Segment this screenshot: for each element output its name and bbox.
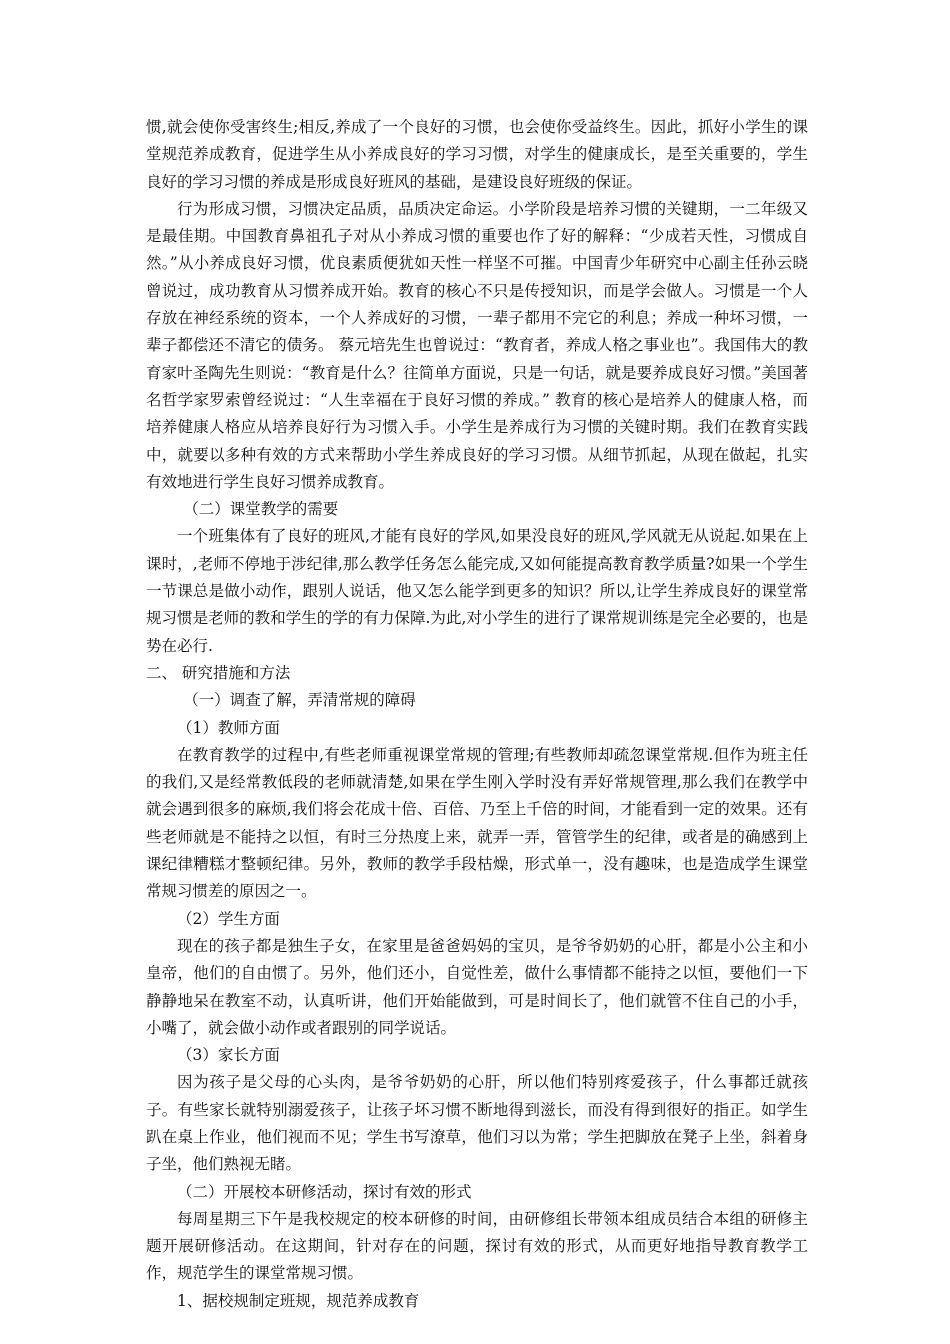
paragraph-parent-aspect: 因为孩子是父母的心头肉，是爷爷奶奶的心肝，所以他们特别疼爱孩子，什么事都迁就孩子。有些家长就特别溺爱孩子，让孩子坏习惯不断地得到滋长，而没有得到很好的指正。如学生趴在桌上作业，他们视而不见；学生书写潦草，他们习以为常；学生把脚放在凳子上坐，斜着身子坐，他们熟视无睹。 [146, 1073, 808, 1174]
subheading-teacher-aspect: （1）教师方面 [177, 718, 280, 737]
subheading-classroom-needs: （二）课堂教学的需要 [183, 500, 339, 519]
subheading-class-rules: 1、据校规制定班规，规范养成教育 [177, 1291, 420, 1310]
paragraph-habit-importance: 行为形成习惯，习惯决定品质，品质决定命运。小学阶段是培养习惯的关键期，一二年级又是最佳期。中国教育鼻祖孔子对从小养成习惯的重要也作了好的解释：“少成若天性，习惯成自然。”从小养成良好习惯，优良素质便犹如天性一样坚不可摧。中国青少年研究中心副主任孙云晓曾说过，成功教育从习惯养成开始。教育的核心不只是传授知识，而是学会做人。习惯是一个人存放在神经系统的资本，一个人养成好的习惯，一辈子都用不完它的利息；养成一种坏习惯，一辈子都偿还不清它的债务。 蔡元培先生也曾说过：“教育者，养成人格之事业也”。我国伟大的教育家叶圣陶先生则说：“教育是什么？往简单方面说，只是一句话，就是要养成良好习惯。”美国著名哲学家罗索曾经说过：“人生幸福在于良好习惯的养成。” 教育的核心是培养人的健康人格，而培养健康人格应从培养良好行为习惯入手。小学生是养成行为习惯的关键时期。我们在教育实践中，就要以多种有效的方式来帮助小学生养成良好的学习习惯。从细节抓起，从现在做起，扎实有效地进行学生良好习惯养成教育。 [146, 199, 808, 491]
paragraph-student-aspect: 现在的孩子都是独生子女，在家里是爸爸妈妈的宝贝，是爷爷奶奶的心肝，都是小公主和小皇帝，他们的自由惯了。另外，他们还小，自觉性差，做什么事情都不能持之以恒，要他们一下静静地呆在教室不动，认真听讲，他们开始能做到，可是时间长了，他们就管不住自己的小手，小嘴了，就会做小动作或者跟别的同学说话。 [146, 936, 808, 1037]
section-heading-methods: 二、 研究措施和方法 [146, 663, 291, 682]
subheading-student-aspect: （2）学生方面 [177, 909, 280, 928]
document-body [146, 114, 808, 1315]
subheading-investigation: （一）调查了解，弄清常规的障碍 [183, 691, 416, 710]
subheading-school-research: （二）开展校本研修活动，探讨有效的形式 [177, 1182, 472, 1201]
paragraph-teacher-aspect: 在教育教学的过程中,有些老师重视课堂常规的管理;有些教师却疏忽课堂常规.但作为班主任的我们,又是经常教低段的老师就清楚,如果在学生刚入学时没有弄好常规管理,那么我们在教学中就会遇到很多的麻烦,我们将会花成十倍、百倍、乃至上千倍的时间，才能看到一定的效果。还有些老师就是不能持之以恒，有时三分热度上来，就弄一弄，管管学生的纪律，或者是的确感到上课纪律糟糕才整顿纪律。另外，教师的教学手段枯燥，形式单一，没有趣味，也是造成学生课堂常规习惯差的原因之一。 [146, 745, 808, 901]
subheading-parent-aspect: （3）家长方面 [177, 1046, 280, 1065]
paragraph-school-research: 每周星期三下午是我校规定的校本研修的时间，由研修组长带领本组成员结合本组的研修主题开展研修活动。在这期间，针对存在的问题，探讨有效的形式，从而更好地指导教育教学工作，规范学生的课堂常规习惯。 [146, 1209, 808, 1283]
paragraph-class-atmosphere: 一个班集体有了良好的班风,才能有良好的学风,如果没良好的班风,学风就无从说起.如果在上课时，,老师不停地于涉纪律,那么教学任务怎么能完成,又如何能提高教育教学质量?如果一个学生一节课总是做小动作，跟别人说话，他又怎么能学到更多的知识？所以,让学生养成良好的课堂常规习惯是老师的教和学生的学的有力保障.为此,对小学生的进行了课常规训练是完全必要的，也是势在必行. [146, 527, 808, 655]
paragraph-intro-continued: 惯,就会使你受害终生;相反,养成了一个良好的习惯，也会使你受益终生。因此，抓好小学生的课堂规范养成教育，促进学生从小养成良好的学习习惯，对学生的健康成长，是至关重要的，学生良好的学习习惯的养成是形成良好班风的基础，是建设良好班级的保证。 [146, 118, 808, 191]
